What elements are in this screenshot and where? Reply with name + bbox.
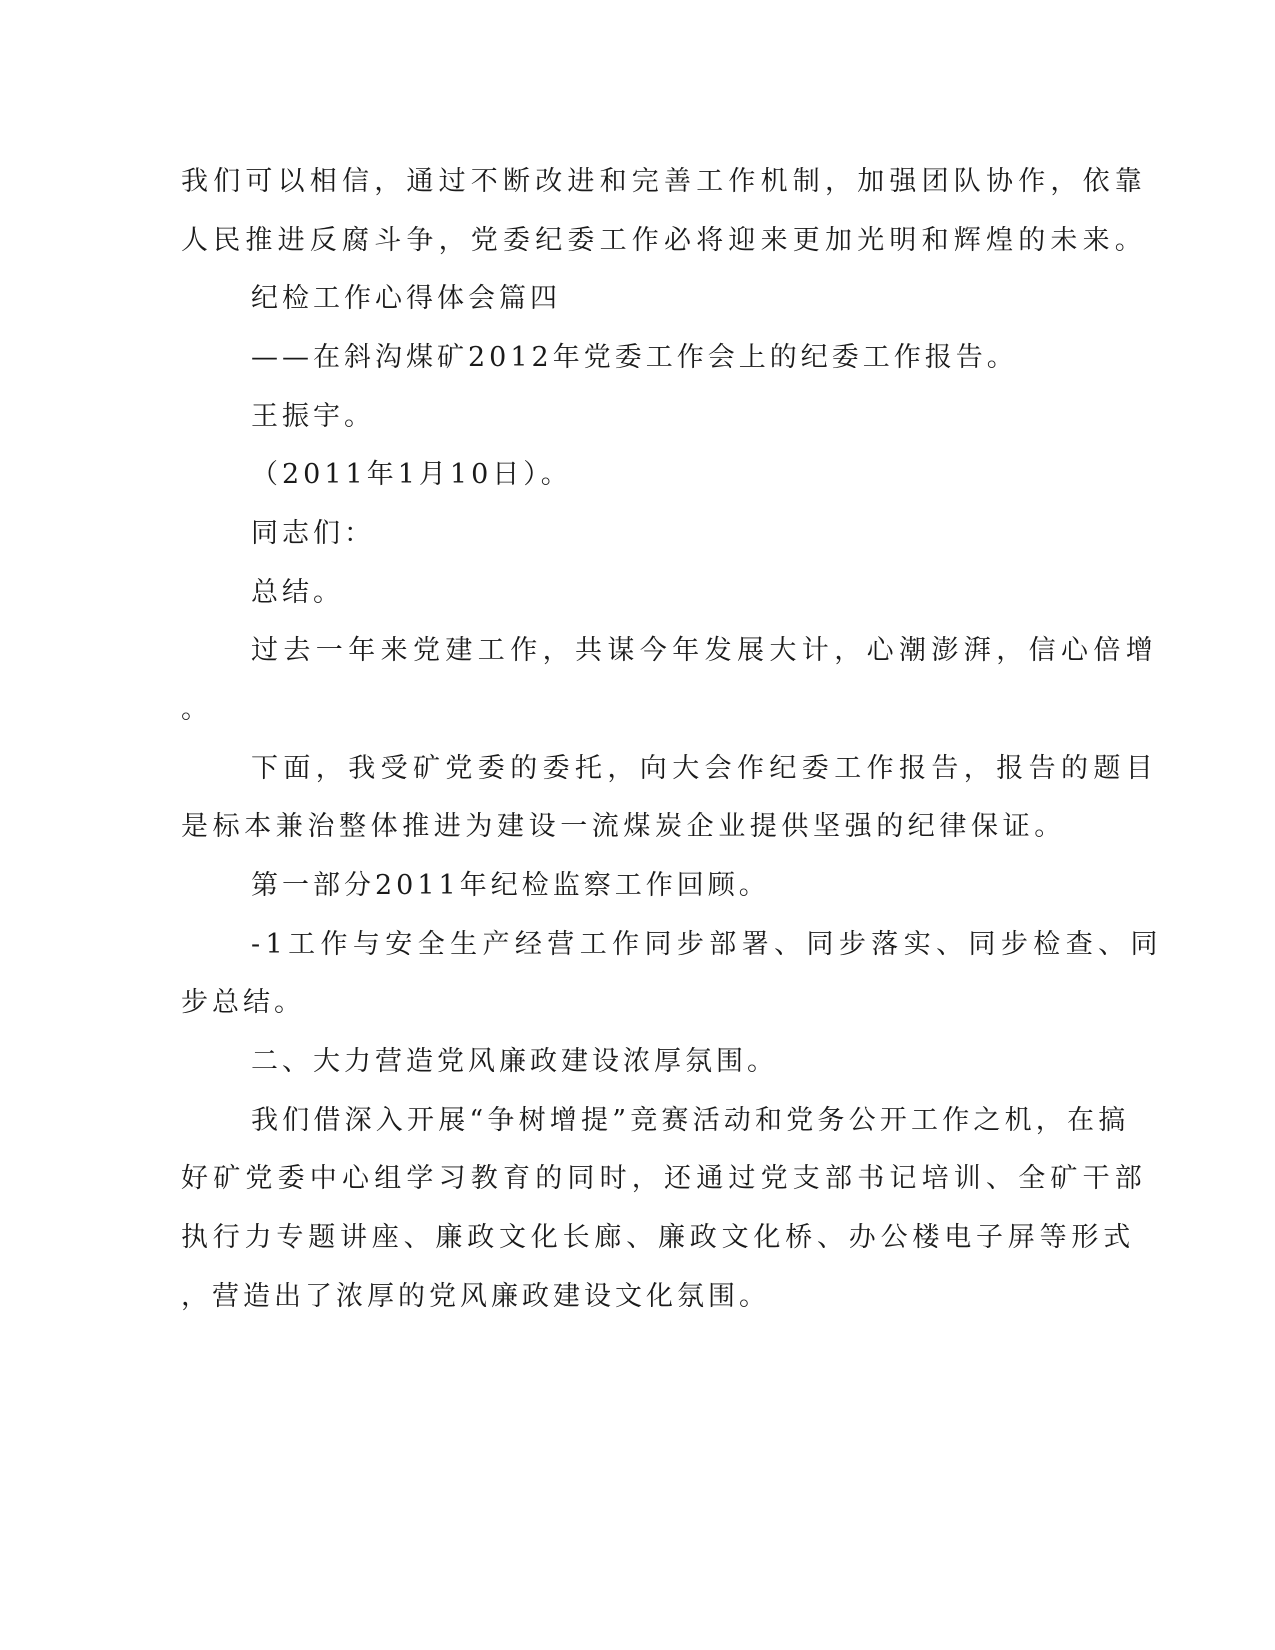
paragraph-line: 是标本兼治整体推进为建设一流煤炭企业提供坚强的纪律保证。 bbox=[181, 811, 1066, 842]
paragraph-line: 我们借深入开展“争树增提”竞赛活动和党务公开工作之机，在搞 bbox=[251, 1105, 1130, 1136]
paragraph-line: 步总结。 bbox=[181, 987, 305, 1018]
report-subtitle: ——在斜沟煤矿2012年党委工作会上的纪委工作报告。 bbox=[251, 342, 1018, 373]
paragraph-line: 我们可以相信，通过不断改进和完善工作机制，加强团队协作，依靠 bbox=[181, 166, 1147, 197]
paragraph-line: 执行力专题讲座、廉政文化长廊、廉政文化桥、办公楼电子屏等形式 bbox=[181, 1222, 1135, 1253]
paragraph-line: 下面，我受矿党委的委托，向大会作纪委工作报告，报告的题目 bbox=[251, 753, 1159, 784]
paragraph-line: 过去一年来党建工作，共谋今年发展大计，心潮澎湃，信心倍增 bbox=[251, 635, 1159, 666]
paragraph-line: 好矿党委中心组学习教育的同时，还通过党支部书记培训、全矿干部 bbox=[181, 1163, 1147, 1194]
section-heading: 纪检工作心得体会篇四 bbox=[251, 283, 561, 314]
report-date: （2011年1月10日）。 bbox=[251, 459, 572, 490]
subsection-heading: 二、大力营造党风廉政建设浓厚氛围。 bbox=[251, 1046, 778, 1077]
paragraph-line: -1工作与安全生产经营工作同步部署、同步落实、同步检查、同 bbox=[251, 929, 1163, 960]
salutation: 同志们： bbox=[251, 518, 375, 549]
paragraph-line: 。 bbox=[181, 694, 212, 725]
paragraph-line: 人民推进反腐斗争，党委纪委工作必将迎来更加光明和辉煌的未来。 bbox=[181, 225, 1147, 256]
part-heading: 第一部分2011年纪检监察工作回顾。 bbox=[251, 870, 770, 901]
author-name: 王振宇。 bbox=[251, 401, 375, 432]
paragraph-line: 总结。 bbox=[251, 577, 344, 608]
paragraph-line: ，营造出了浓厚的党风廉政建设文化氛围。 bbox=[181, 1281, 770, 1312]
